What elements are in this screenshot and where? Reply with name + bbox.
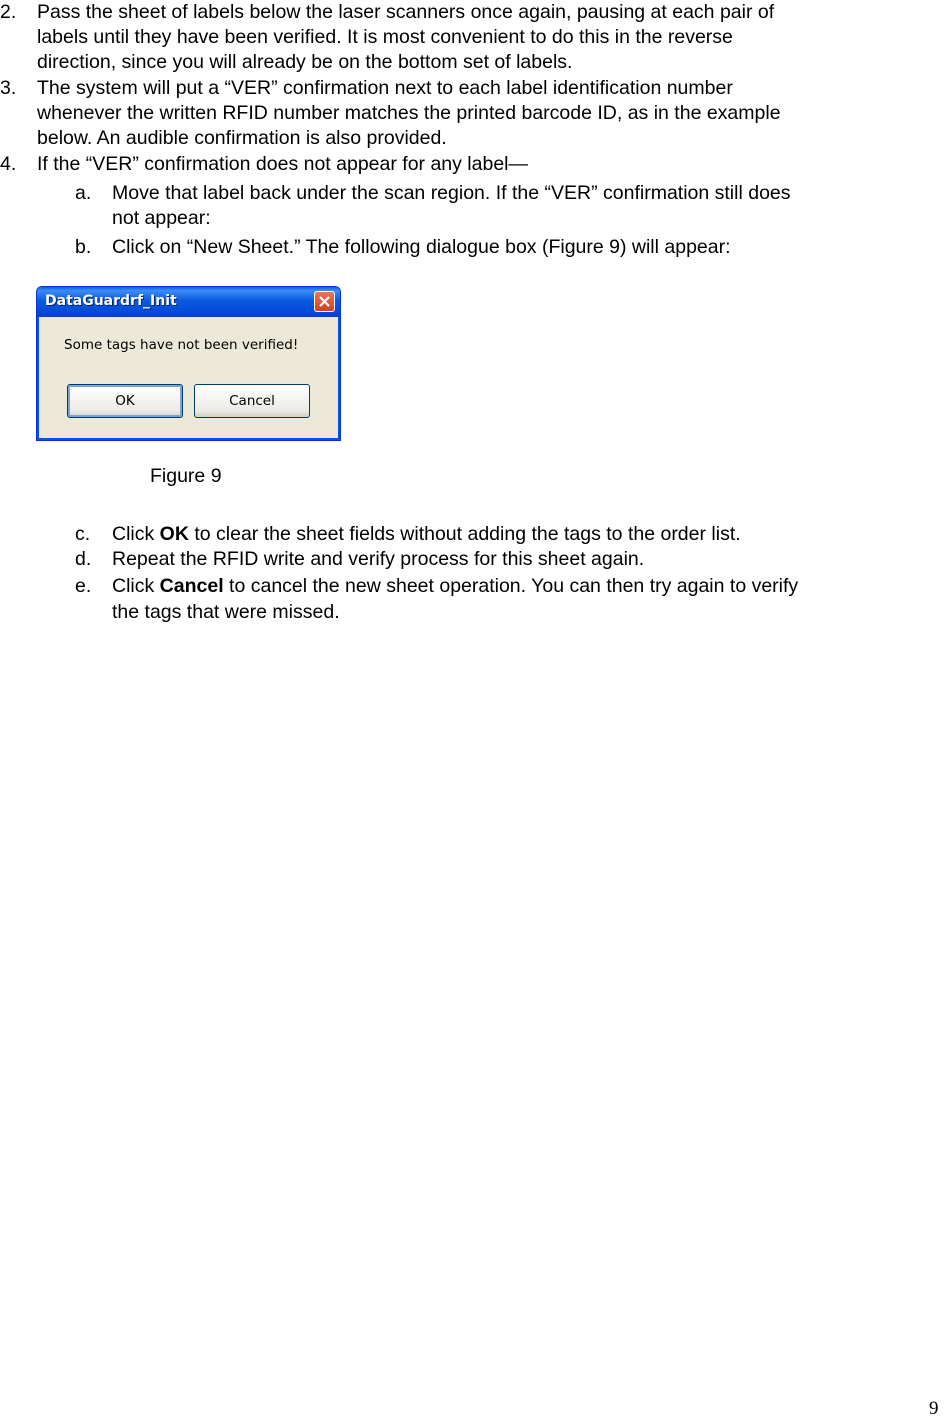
step-3-number: 3. — [0, 77, 17, 99]
page-number: 9 — [929, 1398, 939, 1419]
step-4a-letter: a. — [75, 182, 92, 204]
dialog-message: Some tags have not been verified! — [64, 337, 299, 353]
step-4e-post: to cancel the new sheet operation. You can then try again to verify — [223, 575, 799, 597]
step-2-line-3: direction, since you will already be on the bottom set of labels. — [37, 51, 573, 73]
step-4c-bold: OK — [159, 523, 189, 545]
step-4c-post: to clear the sheet fields without adding the tags to the order list. — [188, 523, 741, 545]
step-4b-text: Click on “New Sheet.” The following dialogue box (Figure 9) will appear: — [112, 236, 731, 258]
step-3-line-3: below. An audible confirmation is also provided. — [37, 127, 447, 149]
step-4c-letter: c. — [75, 523, 91, 545]
step-4c-text — [112, 522, 741, 546]
step-4e-pre: Click — [112, 575, 160, 597]
step-4b-letter: b. — [75, 236, 92, 258]
step-2-line-2: labels until they have been verified. It is most convenient to do this in the reverse — [37, 26, 733, 48]
step-4a-line-2: not appear: — [112, 207, 211, 229]
step-4e-text — [112, 574, 798, 598]
close-button[interactable] — [314, 291, 335, 312]
step-3-line-1: The system will put a “VER” confirmation next to each label identification number — [37, 77, 733, 99]
dialog-window — [36, 286, 341, 441]
step-4a-line-1: Move that label back under the scan region. If the “VER” confirmation still does — [112, 182, 791, 204]
dialog-title: DataGuardrf_Init — [45, 293, 177, 309]
close-icon — [319, 296, 330, 307]
ok-button[interactable]: OK — [67, 384, 183, 418]
step-4e-bold: Cancel — [159, 575, 224, 597]
step-4d-text: Repeat the RFID write and verify process for this sheet again. — [112, 548, 645, 570]
figure-caption: Figure 9 — [150, 465, 222, 487]
step-4-text: If the “VER” confirmation does not appear for any label— — [37, 153, 529, 175]
dialog-titlebar — [37, 287, 340, 317]
cancel-button[interactable]: Cancel — [194, 384, 310, 418]
step-4c-pre: Click — [112, 523, 160, 545]
step-4e-line-2: the tags that were missed. — [112, 601, 340, 623]
step-2-line-1: Pass the sheet of labels below the laser scanners once again, pausing at each pair of — [37, 1, 775, 23]
step-2-number: 2. — [0, 1, 17, 23]
step-4e-letter: e. — [75, 575, 92, 597]
dialog-body — [40, 317, 337, 437]
step-4d-letter: d. — [75, 548, 92, 570]
step-3-line-2: whenever the written RFID number matches the printed barcode ID, as in the example — [37, 102, 781, 124]
step-4-number: 4. — [0, 153, 17, 175]
